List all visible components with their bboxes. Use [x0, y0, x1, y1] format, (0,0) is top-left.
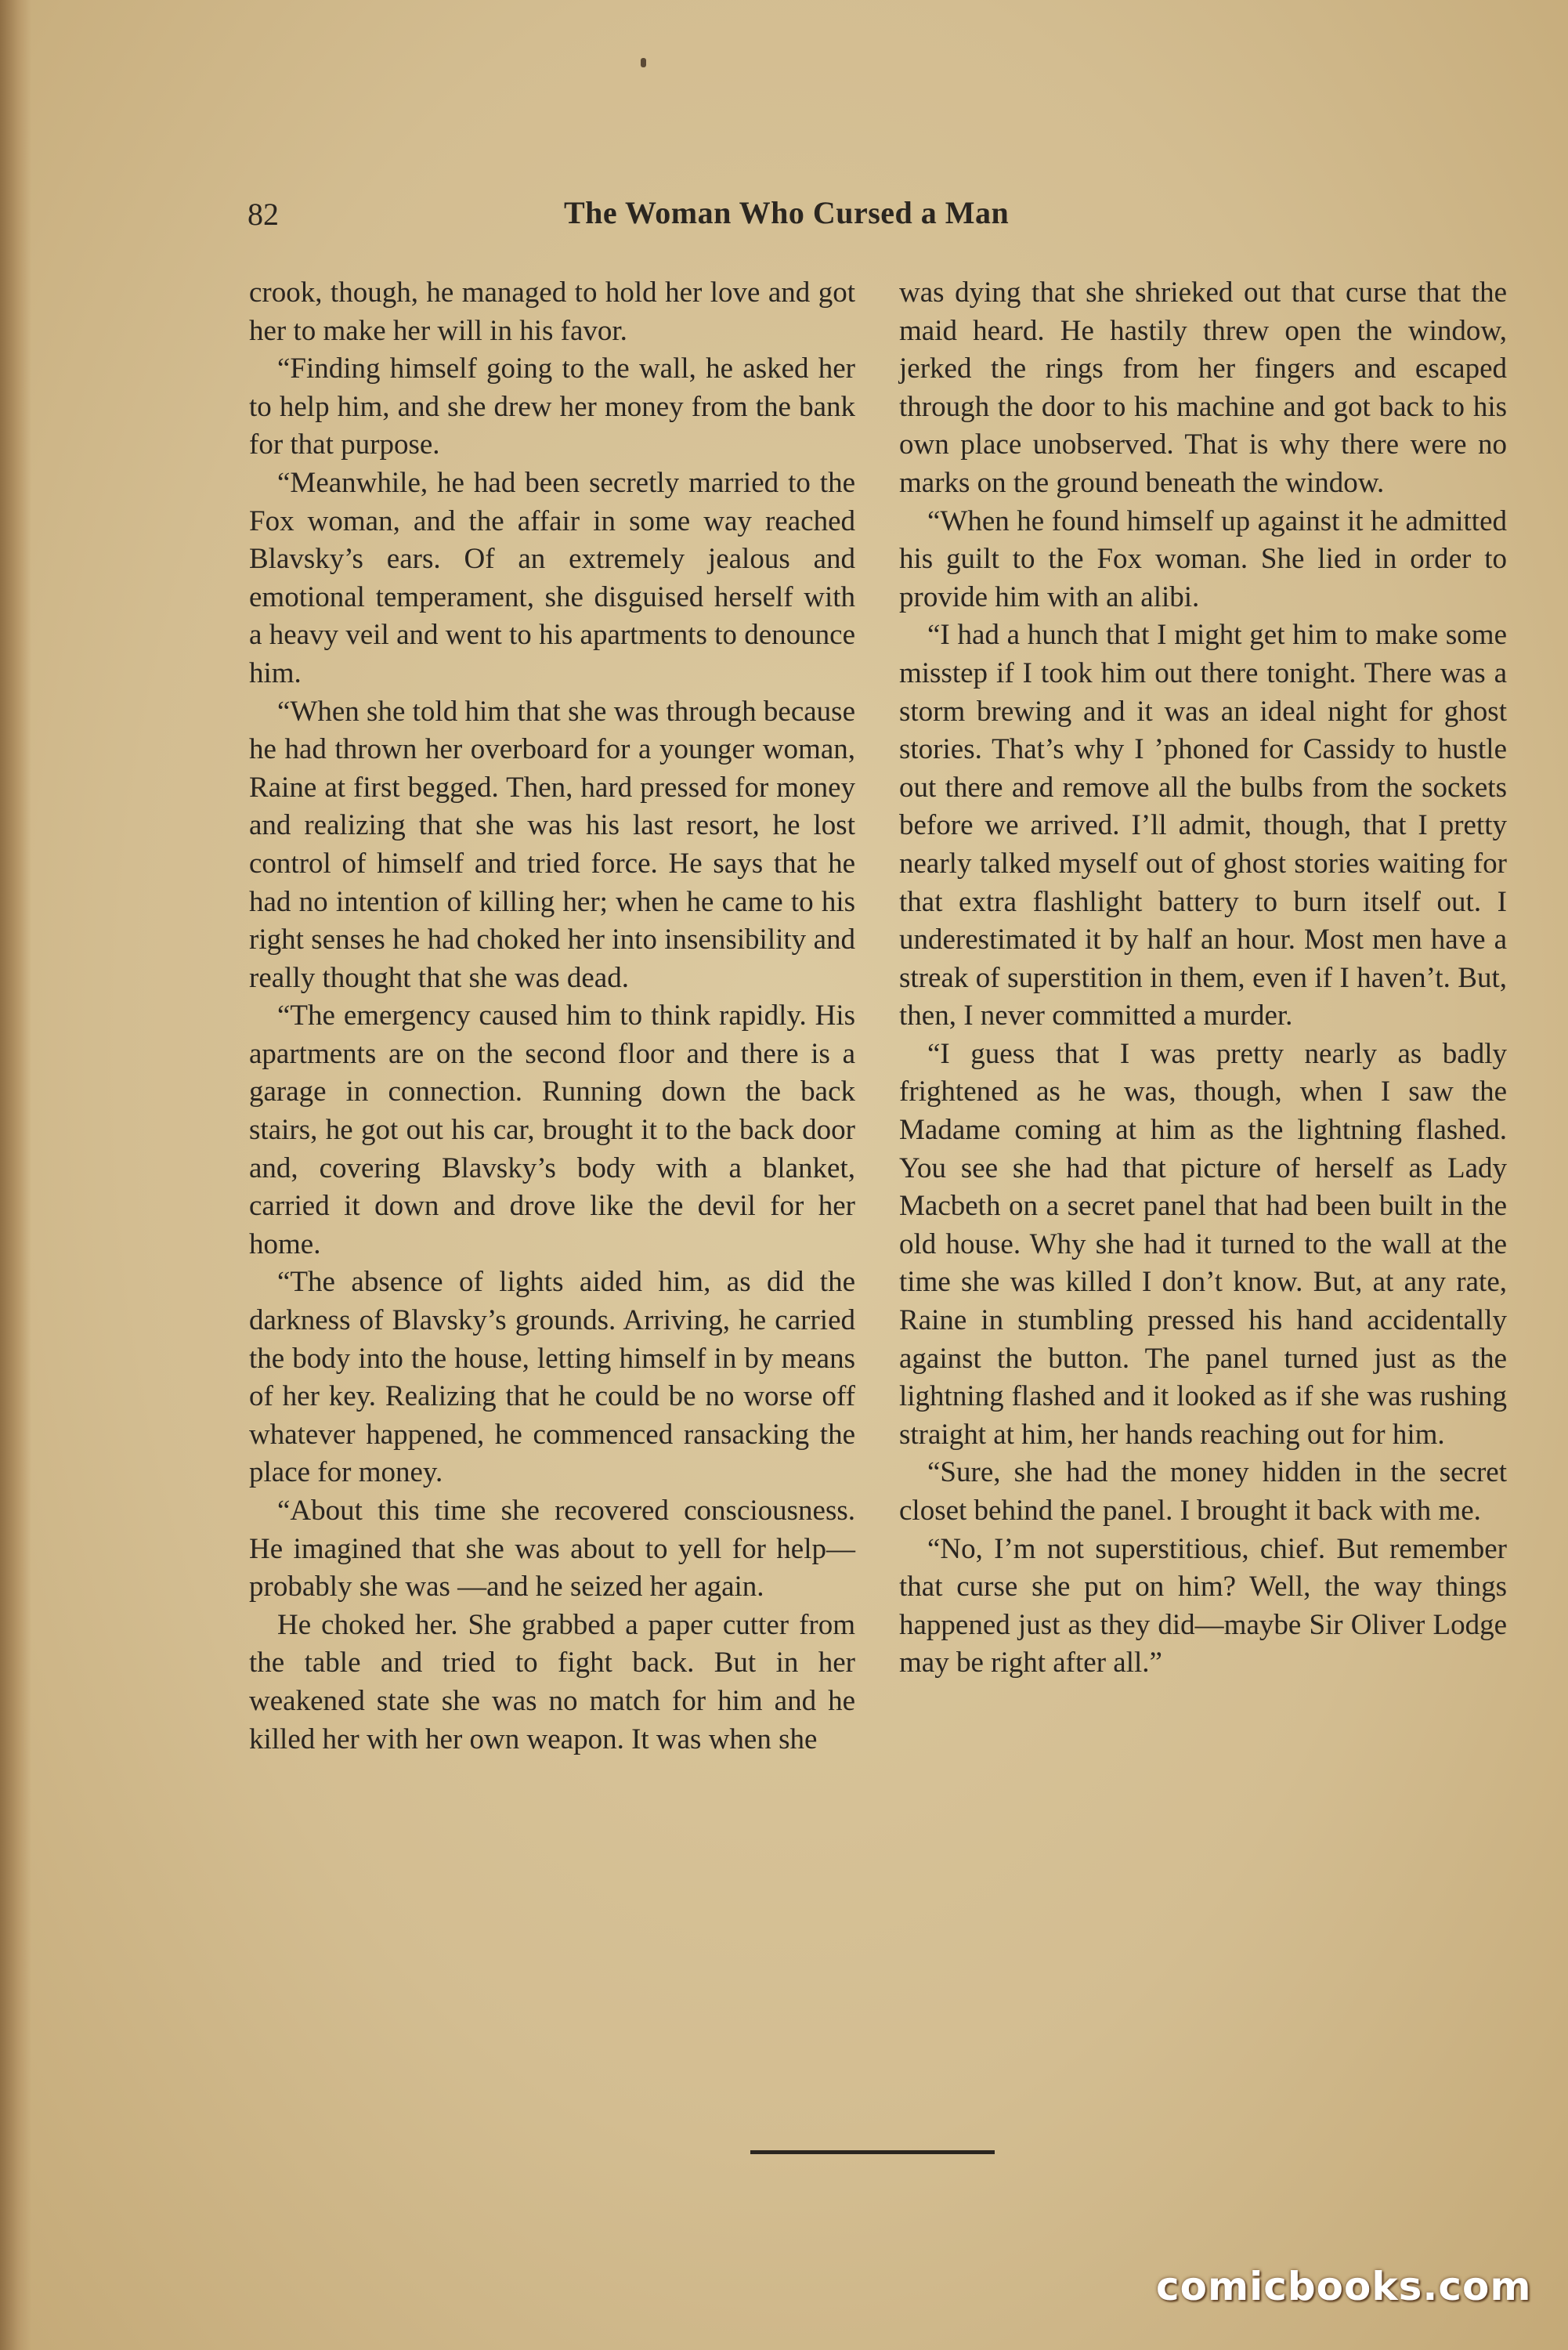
watermark: comicbooks.com [1156, 2264, 1532, 2309]
paragraph: “The absence of lights aided him, as did the darkness of Blavsky’s grounds. Arriving, he carried the body into the house, letting himself in by means of her key. Realizing that he could be no worse off whatever happened, he commenced ransacking the place for money. [249, 1266, 855, 1489]
end-of-story-rule [750, 2150, 995, 2154]
paragraph: “About this time she recovered consciousness. He imagined that she was about to yell for help—probably she was —and he seized her again. [249, 1495, 855, 1603]
paragraph: “Sure, she had the money hidden in the secret closet behind the panel. I brought it back with me. [899, 1456, 1507, 1527]
paragraph: “When she told him that she was through because he had thrown her overboard for a younger woman, Raine at first begged. Then, hard pressed for money and realizing that she was his last resort, he lost control of himself and tried force. He says that he had no intention of killing her; when he came to his right senses he had choked her into insensibility and really thought that she was dead. [249, 695, 855, 994]
paragraph: “The emergency caused him to think rapidly. His apartments are on the second floor and there is a garage in connection. Running down the back stairs, he got out his car, brought it to the back door and, covering Blavsky’s body with a blanket, carried it down and drove like the devil for her home. [249, 1000, 855, 1260]
ink-fleck [641, 58, 646, 67]
paragraph: “Finding himself going to the wall, he asked her to help him, and she drew her money from the bank for that purpose. [249, 352, 855, 461]
running-title: The Woman Who Cursed a Man [564, 195, 1010, 230]
right-column [899, 274, 1507, 1683]
paragraph: crook, though, he managed to hold her love and got her to make her will in his favor. [249, 277, 855, 347]
page-number: 82 [247, 197, 279, 232]
paragraph: “Meanwhile, he had been secretly married to the Fox woman, and the affair in some way reached Blavsky’s ears. Of an extremely jealous and emotional temperament, she disguised herself with a heavy veil and went to his apartments to denounce him. [249, 466, 855, 689]
paragraph: “No, I’m not superstitious, chief. But remember that curse she put on him? Well, the way things happened just as they did—maybe Sir Oliver Lodge may be right after all.” [899, 1532, 1507, 1679]
left-column [249, 274, 855, 1759]
paragraph: “When he found himself up against it he admitted his guilt to the Fox woman. She lied in order to provide him with an alibi. [899, 504, 1507, 613]
paragraph: “I had a hunch that I might get him to make some misstep if I took him out there tonight. There was a storm brewing and it was an ideal night for ghost stories. That’s why I ’phoned for Cassidy to hustle out there and remove all the bulbs from the sockets before we arrived. I’ll admit, though, that I pretty nearly talked myself out of ghost stories waiting for that extra flashlight battery to burn itself out. I underestimated it by half an hour. Most men have a streak of superstition in them, even if I haven’t. But, then, I never committed a murder. [899, 619, 1507, 1032]
paragraph: was dying that she shrieked out that curse that the maid heard. He hastily threw open the window, jerked the rings from her fingers and escaped through the door to his machine and got back to his own place unobserved. That is why there were no marks on the ground beneath the window. [899, 277, 1507, 499]
paragraph: He choked her. She grabbed a paper cutter from the table and tried to fight back. But in her weakened state she was no match for him and he killed her with her own weapon. It was when she [249, 1608, 855, 1755]
page-edge-shadow [0, 0, 31, 2350]
paragraph: “I guess that I was pretty nearly as badly frightened as he was, though, when I saw the Madame coming at him as the lightning flashed. You see she had that picture of herself as Lady Macbeth on a secret panel that had been built in the old house. Why she had it turned to the wall at the time she was killed I don’t know. But, at any rate, Raine in stumbling pressed his hand accidentally against the button. The panel turned just as the lightning flashed and it looked as if she was rushing straight at him, her hands reaching out for him. [899, 1037, 1507, 1451]
